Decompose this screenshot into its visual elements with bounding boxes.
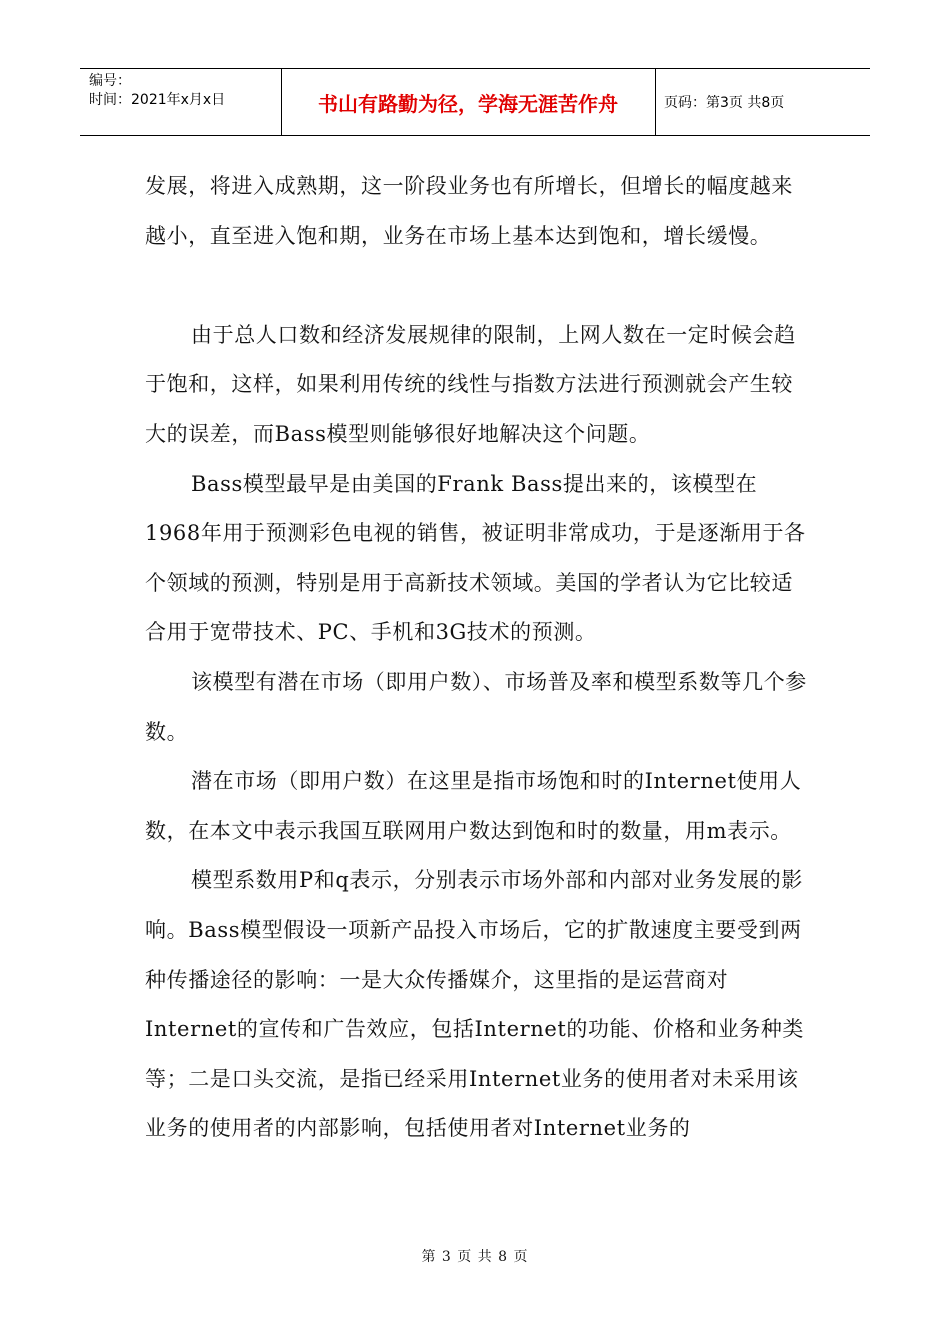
header-motto: 书山有路勤为径，学海无涯苦作舟	[318, 92, 618, 116]
page-footer: 第 3 页 共 8 页	[421, 1249, 529, 1265]
paragraph: 潜在市场（即用户数）在这里是指市场饱和时的Internet使用人数，在本文中表示我国互联网用户数达到饱和时的数量，用m表示。	[145, 769, 802, 843]
paragraph: 模型系数用P和q表示，分别表示市场外部和内部对业务发展的影响。Bass模型假设一项新产品投入市场后，它的扩散速度主要受到两种传播途径的影响：一是大众传播媒介，这里指的是运营商对Internet的宣传和广告效应，包括Internet的功能、价格和业务种类等；二是口头交流，是指已经采用Internet业务的使用者对未采用该业务的使用者的内部影响，包括使用者对Internet业务的	[145, 868, 805, 1141]
header-divider-right	[655, 68, 656, 136]
header-top-rule	[80, 68, 870, 69]
header-meta	[89, 72, 225, 110]
header-page-number: 页码：第3页 共8页	[664, 95, 785, 111]
document-date: 时间：2021年x月x日	[89, 92, 226, 108]
document-body	[145, 162, 810, 1154]
document-number-label: 编号：	[89, 73, 131, 89]
paragraph: 发展，将进入成熟期，这一阶段业务也有所增长，但增长的幅度越来越小，直至进入饱和期，业务在市场上基本达到饱和，增长缓慢。	[145, 174, 793, 248]
paragraph: 由于总人口数和经济发展规律的限制，上网人数在一定时候会趋于饱和，这样，如果利用传统的线性与指数方法进行预测就会产生较大的误差，而Bass模型则能够很好地解决这个问题。	[145, 322, 796, 446]
paragraph: Bass模型最早是由美国的Frank Bass提出来的，该模型在1968年用于预测彩色电视的销售，被证明非常成功，于是逐渐用于各个领域的预测，特别是用于高新技术领域。美国的学者认为它比较适合用于宽带技术、PC、手机和3G技术的预测。	[145, 471, 806, 645]
header-bottom-rule	[80, 135, 870, 136]
paragraph: 该模型有潜在市场（即用户数）、市场普及率和模型系数等几个参数。	[145, 669, 807, 744]
